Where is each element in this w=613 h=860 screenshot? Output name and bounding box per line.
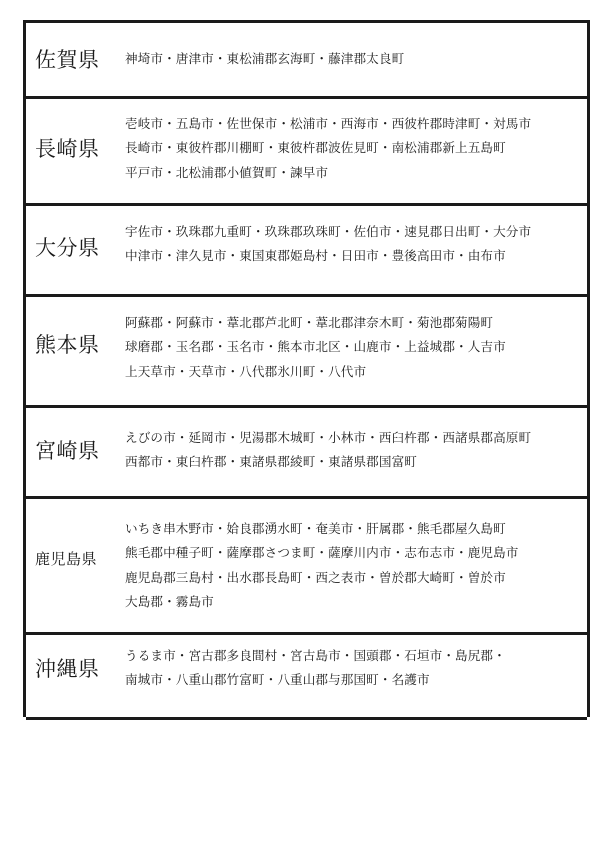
city-line: 南城市・八重山郡竹富町・八重山郡与那国町・名護市 xyxy=(125,672,430,688)
city-line: 阿蘇郡・阿蘇市・葦北郡芦北町・葦北郡津奈木町・菊池郡菊陽町 xyxy=(125,315,494,330)
city-line: 中津市・津久見市・東国東郡姫島村・日田市・豊後高田市・由布市 xyxy=(125,248,506,264)
prefecture-row-kagoshima xyxy=(26,496,587,635)
city-line: 神埼市・唐津市・東松浦郡玄海町・藤津郡太良町 xyxy=(125,51,405,66)
city-line: うるま市・宮古郡多良間村・宮古島市・国頭郡・石垣市・島尻郡・ xyxy=(125,648,506,663)
city-list xyxy=(125,112,583,185)
city-line: えびの市・延岡市・児湯郡木城町・小林市・西臼杵郡・西諸県郡高原町 xyxy=(125,430,532,445)
city-line: 西都市・東臼杵郡・東諸県郡綾町・東諸県郡国富町 xyxy=(125,454,417,470)
city-line: 平戸市・北松浦郡小値賀町・諫早市 xyxy=(125,164,329,180)
city-list xyxy=(125,220,583,269)
prefecture-name: 鹿児島県 xyxy=(35,550,98,568)
city-list xyxy=(125,426,583,475)
city-line: 壱岐市・五島市・佐世保市・松浦市・西海市・西彼杵郡時津町・対馬市 xyxy=(125,116,532,131)
prefecture-row-saga xyxy=(26,23,587,99)
city-line: 熊毛郡中種子町・薩摩郡さつま町・薩摩川内市・志布志市・鹿児島市 xyxy=(125,545,519,561)
city-line: 球磨郡・玉名郡・玉名市・熊本市北区・山鹿市・上益城郡・人吉市 xyxy=(125,339,506,355)
city-line: 宇佐市・玖珠郡九重町・玖珠郡玖珠町・佐伯市・速見郡日出町・大分市 xyxy=(125,224,532,239)
city-line: 鹿児島郡三島村・出水郡長島町・西之表市・曽於郡大崎町・曽於市 xyxy=(125,569,506,585)
city-line: 大島郡・霧島市 xyxy=(125,594,214,610)
prefecture-row-okinawa xyxy=(26,632,587,720)
prefecture-name: 沖縄県 xyxy=(35,657,100,681)
prefecture-city-table xyxy=(23,20,590,717)
city-line: いちき串木野市・姶良郡湧水町・奄美市・肝属郡・熊毛郡屋久島町 xyxy=(125,521,506,536)
prefecture-row-nagasaki xyxy=(26,96,587,206)
city-list xyxy=(125,644,583,693)
city-line: 上天草市・天草市・八代郡氷川町・八代市 xyxy=(125,363,367,379)
prefecture-name: 宮崎県 xyxy=(35,439,100,463)
prefecture-name: 佐賀県 xyxy=(35,48,100,72)
city-list xyxy=(125,311,583,384)
prefecture-row-miyazaki xyxy=(26,405,587,499)
city-line: 長崎市・東彼杵郡川棚町・東彼杵郡波佐見町・南松浦郡新上五島町 xyxy=(125,140,506,156)
city-list xyxy=(125,517,583,615)
prefecture-name: 熊本県 xyxy=(35,333,100,357)
prefecture-name: 長崎県 xyxy=(35,137,100,161)
prefecture-name: 大分県 xyxy=(35,236,100,260)
city-list xyxy=(125,47,583,71)
prefecture-row-oita xyxy=(26,203,587,297)
prefecture-row-kumamoto xyxy=(26,294,587,408)
